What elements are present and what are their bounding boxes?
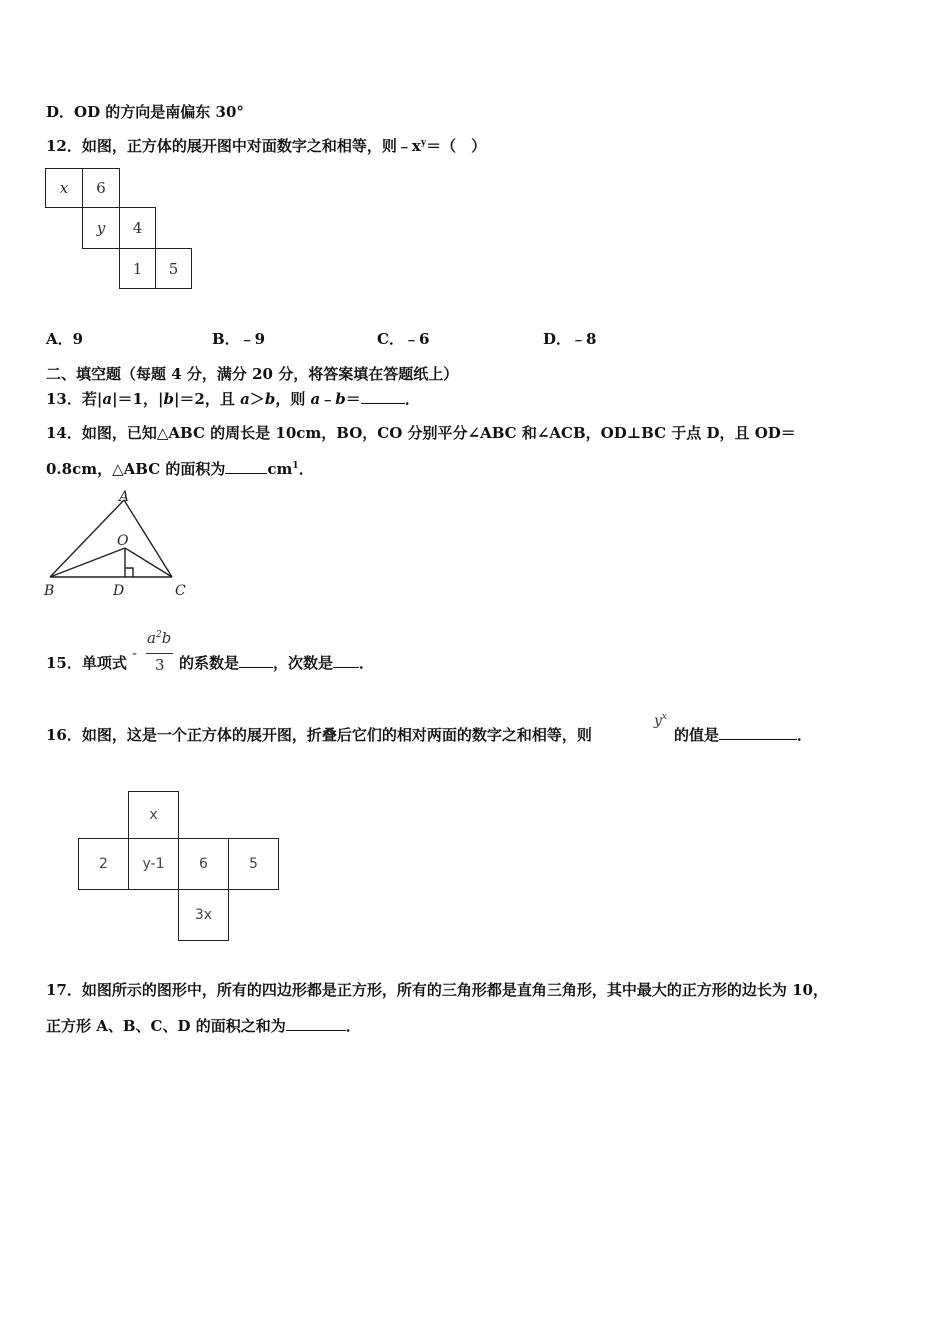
q11-option-d: D．OD 的方向是南偏东 30° (46, 103, 244, 121)
q13-var-a1: a (102, 390, 113, 408)
q12-cell-5: 5 (155, 248, 192, 289)
q14-label-d: D (113, 583, 125, 599)
q16-face-6: 6 (178, 838, 229, 890)
q14-label-a: A (119, 489, 130, 505)
q16-face-5: 5 (228, 838, 279, 890)
q13-var-a2: a (240, 390, 250, 408)
q15-degree-label: ，次数是 (273, 654, 334, 672)
q12-cell-y: y (82, 207, 120, 249)
q16-prefix: 16．如图，这是一个正方体的展开图，折叠后它们的相对两面的数字之和相等，则 (46, 726, 592, 744)
q15-rest (179, 653, 374, 673)
q13-var-b2: b (264, 390, 276, 408)
q13-var-a3: a (310, 390, 321, 408)
q15-degree-blank (333, 653, 359, 668)
q15-coefficient-blank (239, 653, 273, 668)
section2-title: 二、填空题（每题 4 分，满分 20 分，将答案填在答题纸上） (46, 365, 459, 383)
q15-coefficient-label: 的系数是 (179, 654, 240, 672)
q12-stem-exponent: y (420, 138, 427, 148)
q12-cell-4: 4 (119, 207, 156, 249)
q12-option-d: D．﹣8 (543, 330, 597, 348)
q13-part6: ﹣ (320, 390, 336, 408)
q13-end: ． (404, 390, 420, 408)
q16-answer-blank (719, 725, 797, 740)
q12-stem-end: ＝（ ） (426, 137, 487, 155)
q15-fraction-bar (146, 653, 173, 654)
q16-face-y-minus-1: y-1 (128, 838, 179, 890)
q14-unit-exponent: 1 (292, 461, 299, 471)
q13-var-b1: b (163, 390, 174, 408)
q14-line1: 14．如图，已知△ABC 的周长是 10cm，BO，CO 分别平分∠ABC 和∠ACB，OD⊥BC 于点 D，且 OD＝ (46, 424, 796, 442)
q12-cell-1: 1 (119, 248, 156, 289)
q13-part7: ＝ (345, 390, 361, 408)
q14-side-ac (124, 500, 172, 577)
q13-part1: 13．若| (46, 390, 103, 408)
q14-unit: cm (267, 460, 293, 478)
q12-option-a: A．9 (46, 330, 84, 348)
q15-prefix: 15．单项式 (46, 654, 127, 672)
q14-answer-blank (225, 459, 267, 474)
q16-face-2: 2 (78, 838, 129, 890)
q14-line2-text: 0.8cm，△ABC 的面积为 (46, 460, 226, 478)
q16-power-exponent: x (661, 712, 667, 722)
q16-power (654, 713, 667, 729)
q17-end: ． (345, 1017, 361, 1035)
q14-triangle-figure (40, 485, 200, 600)
q14-label-c: C (175, 583, 186, 599)
q12-cell-x: x (45, 168, 83, 208)
q16-power-base: y (654, 713, 662, 729)
q15-numerator-tail: b (161, 629, 172, 647)
q12-option-b: B．﹣9 (212, 330, 266, 348)
q13-part4: ＞ (249, 390, 265, 408)
q13-var-b3: b (335, 390, 346, 408)
q13-part5: ，则 (275, 390, 311, 408)
q16-end: ． (797, 726, 813, 744)
q13-part3: |＝2，且 (173, 390, 241, 408)
q13-answer-blank (361, 389, 405, 404)
q14-label-o: O (117, 533, 129, 549)
q15-numerator-exponent: 2 (155, 630, 162, 640)
q14-line2 (46, 459, 314, 479)
q16-face-top: x (128, 791, 179, 839)
q15-minus-sign: - (132, 644, 138, 662)
q16-face-3x: 3x (178, 889, 229, 941)
q15-numerator-base: a (147, 629, 156, 647)
q12-stem (46, 136, 486, 156)
q14-right-angle-mark (125, 568, 133, 577)
q17-line1: 17．如图所示的图形中，所有的四边形都是正方形，所有的三角形都是直角三角形，其中最大的正方形的边长为 10， (46, 981, 828, 999)
q13 (46, 389, 420, 409)
q14-side-ab (50, 500, 124, 577)
q15-numerator (147, 629, 171, 647)
q17-line2-text: 正方形 A、B、C、D 的面积之和为 (46, 1017, 286, 1035)
q12-stem-text: 12．如图，正方体的展开图中对面数字之和相等，则﹣x (46, 137, 421, 155)
q16-value-label: 的值是 (674, 726, 720, 744)
q12-option-c: C．﹣6 (377, 330, 430, 348)
q14-segment-bo (50, 548, 125, 577)
q14-label-b: B (44, 583, 55, 599)
q16-rest (674, 725, 812, 745)
q15-end: ． (359, 654, 375, 672)
q13-part2: |＝1，| (112, 390, 164, 408)
q14-end: ． (298, 460, 314, 478)
q17-answer-blank (286, 1016, 346, 1031)
q12-cell-6: 6 (82, 168, 120, 208)
q14-segment-co (125, 548, 172, 577)
q17-line2 (46, 1016, 361, 1036)
q15-denominator: 3 (155, 656, 165, 674)
